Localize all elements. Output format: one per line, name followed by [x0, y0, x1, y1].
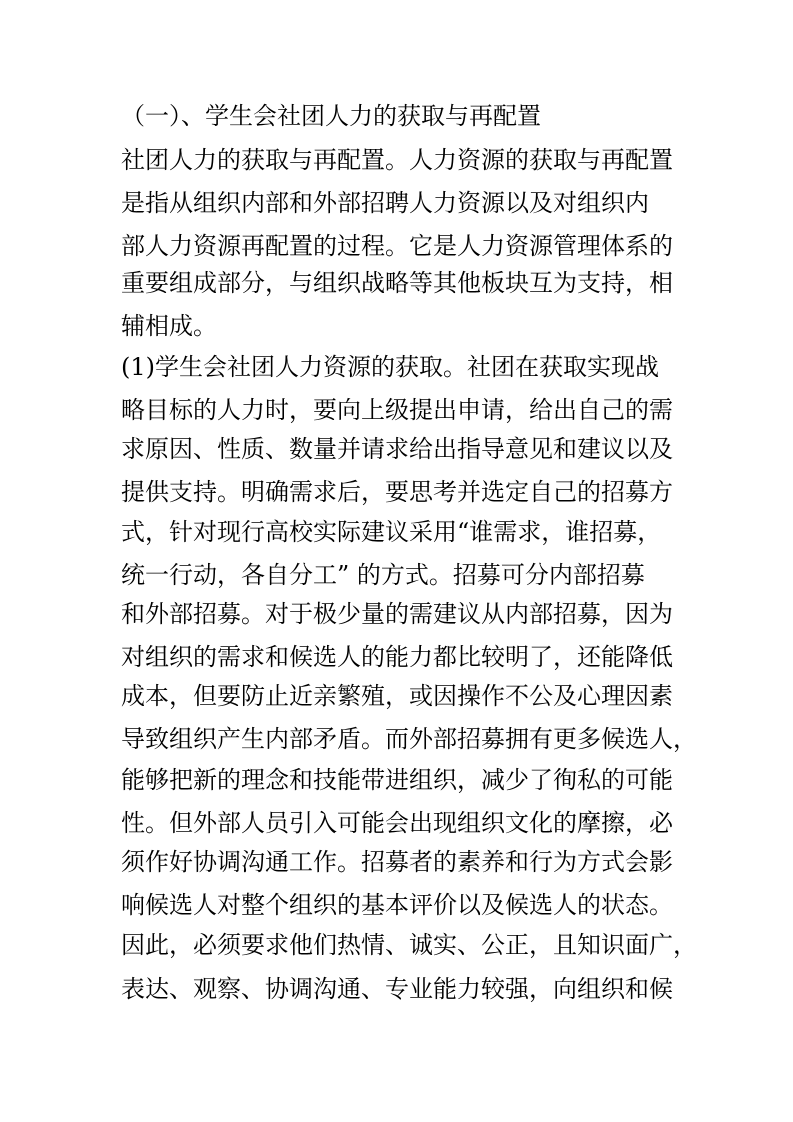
paragraph-line: (1)学生会社团人力资源的获取。社团在获取实现战 [121, 353, 659, 381]
paragraph-line: 表达、观察、协调沟通、专业能力较强，向组织和候 [121, 975, 673, 1003]
paragraph-line: 社团人力的获取与再配置。人力资源的获取与再配置 [121, 146, 673, 174]
paragraph-line: 部人力资源再配置的过程。它是人力资源管理体系的 [121, 232, 673, 260]
paragraph-line: 略目标的人力时，要向上级提出申请，给出自己的需 [121, 396, 673, 424]
paragraph-line: 性。但外部人员引入可能会出现组织文化的摩擦，必 [121, 809, 673, 837]
section-heading: （一）、学生会社团人力的获取与再配置 [121, 102, 541, 130]
paragraph-line: 式，针对现行高校实际建议采用“谁需求，谁招募， [121, 518, 662, 546]
paragraph-line: 响候选人对整个组织的基本评价以及候选人的状态。 [121, 891, 673, 919]
paragraph-line: 和外部招募。对于极少量的需建议从内部招募，因为 [121, 600, 673, 628]
paragraph-line: 导致组织产生内部矛盾。而外部招募拥有更多候选人， [121, 725, 697, 753]
paragraph-line: 因此，必须要求他们热情、诚实、公正，且知识面广， [121, 931, 697, 959]
paragraph-line: 求原因、性质、数量并请求给出指导意见和建议以及 [121, 435, 673, 463]
paragraph-line: 对组织的需求和候选人的能力都比较明了，还能降低 [121, 643, 673, 671]
paragraph-line: 统一行动，各自分工” 的方式。招募可分内部招募 [121, 561, 645, 589]
paragraph-line: 是指从组织内部和外部招聘人力资源以及对组织内 [121, 189, 649, 217]
paragraph-line: 提供支持。明确需求后，要思考并选定自己的招募方 [121, 478, 673, 506]
paragraph-line: 成本，但要防止近亲繁殖，或因操作不公及心理因素 [121, 682, 673, 710]
paragraph-line: 须作好协调沟通工作。招募者的素养和行为方式会影 [121, 848, 673, 876]
paragraph-line: 辅相成。 [121, 312, 217, 340]
paragraph-line: 重要组成部分，与组织战略等其他板块互为支持，相 [121, 269, 673, 297]
paragraph-line: 能够把新的理念和技能带进组织，减少了徇私的可能 [121, 766, 673, 794]
